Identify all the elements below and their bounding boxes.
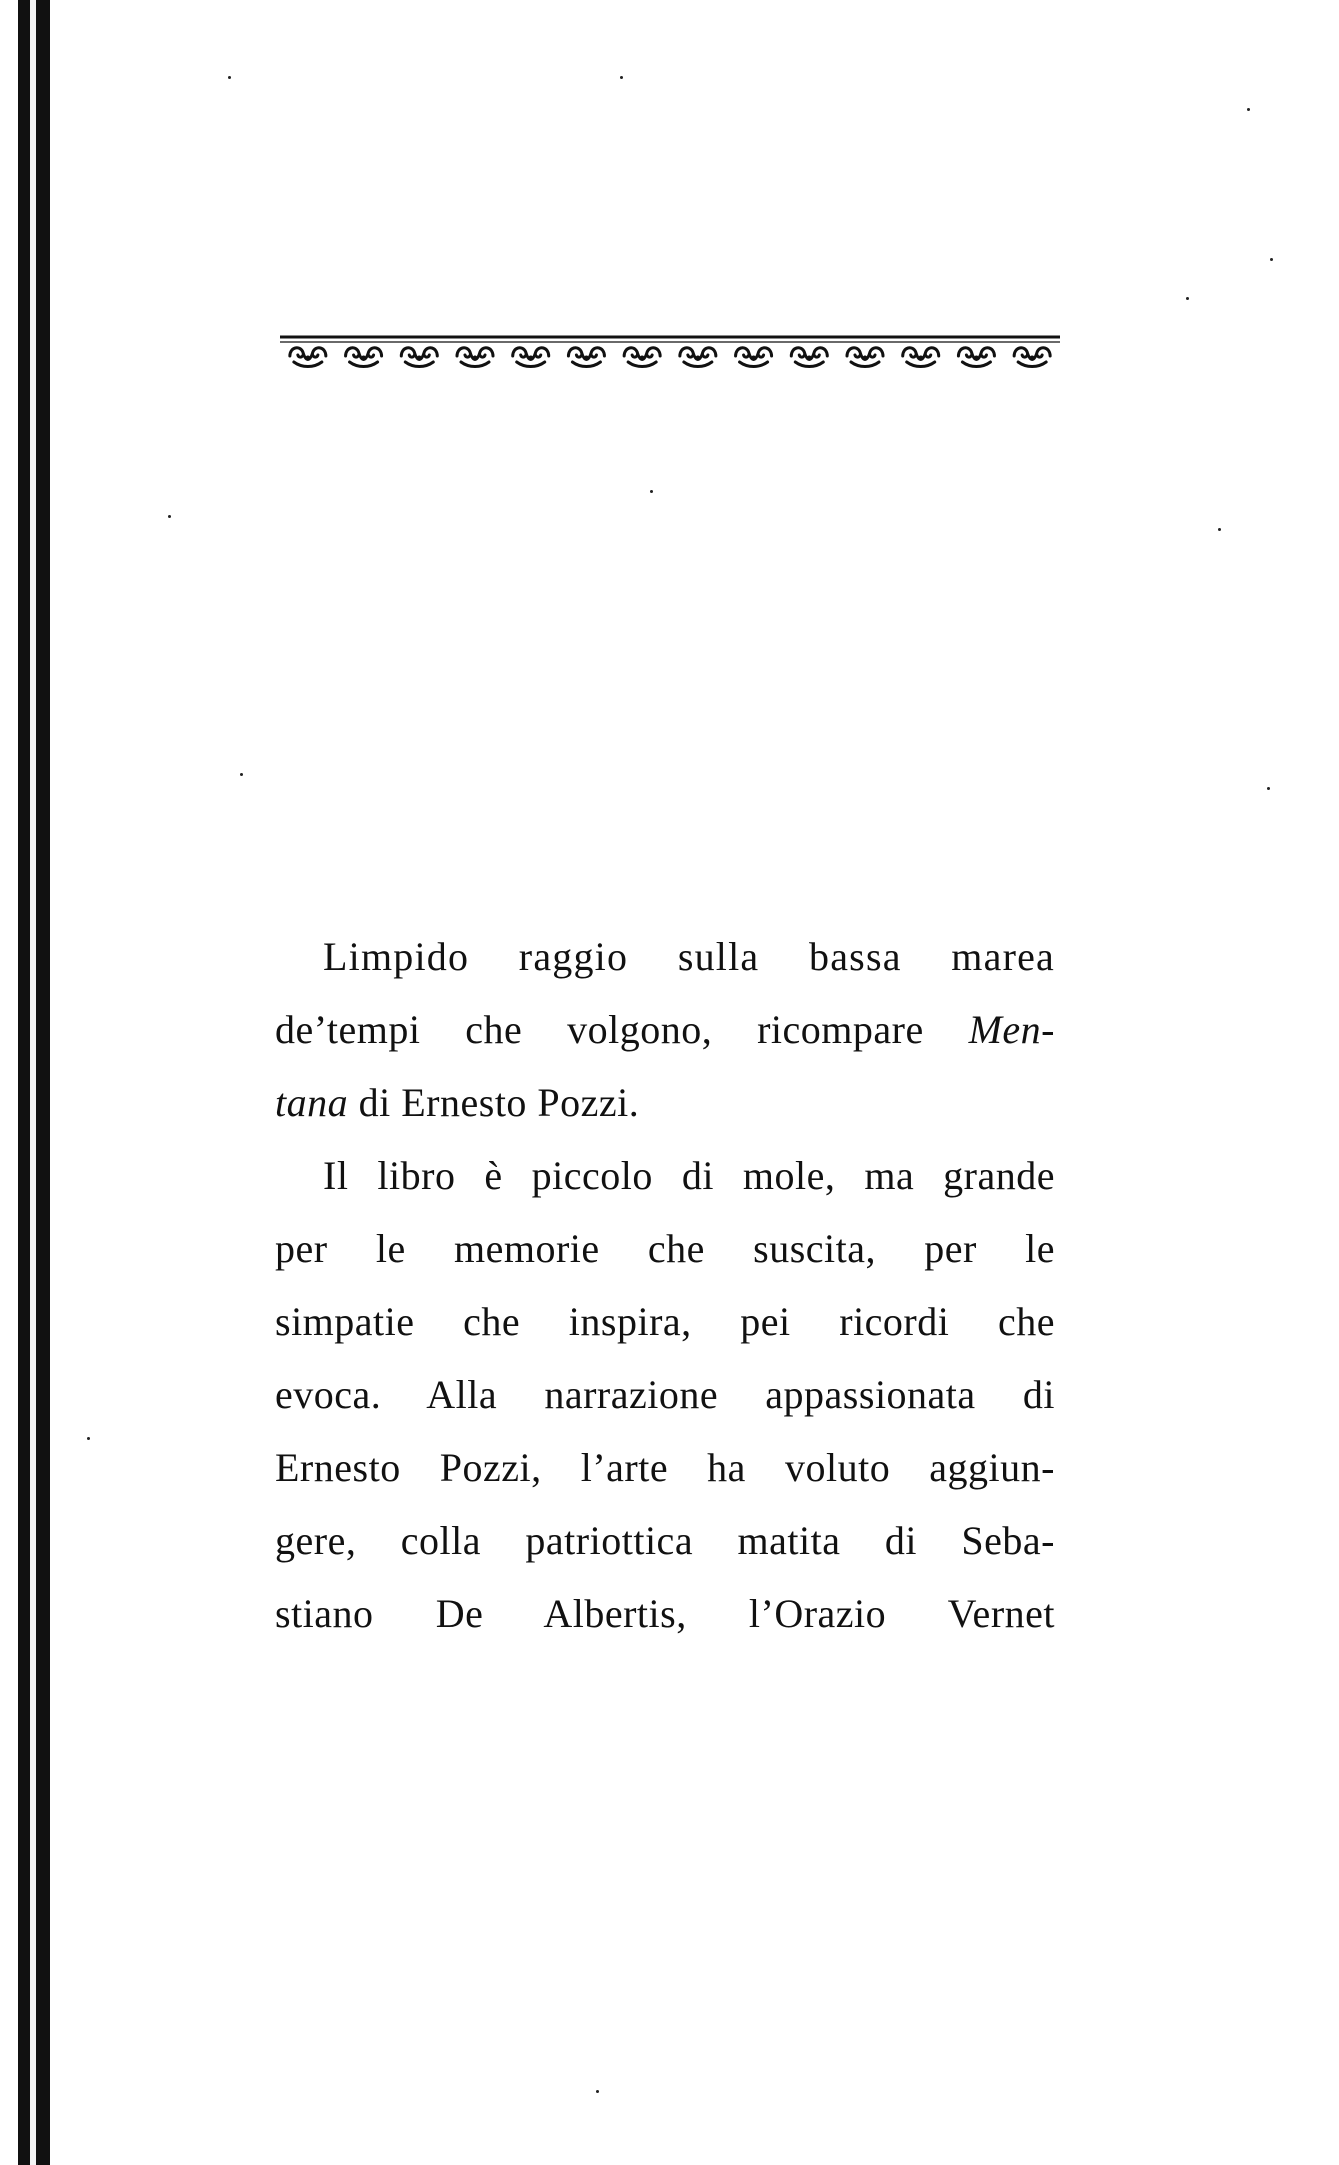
text-segment: per le memorie che suscita, per le [275,1226,1055,1271]
text-line [275,1139,1055,1212]
body-text [275,920,1055,1650]
print-speck [596,2090,599,2093]
scroll-motif [791,348,827,367]
scroll-motif [346,348,382,367]
print-speck [1247,108,1250,111]
scroll-motif [736,348,772,367]
print-speck [1186,297,1189,300]
page-binding-gap [30,0,36,2165]
text-line [275,1431,1055,1504]
print-speck [1267,787,1270,790]
floral-scroll-border-icon [280,334,1060,374]
text-line [275,1212,1055,1285]
text-segment: stiano De Albertis, l’Orazio Vernet [275,1591,1055,1636]
italic-text: tana [275,1080,349,1125]
print-speck [168,515,171,518]
text-line [275,1066,1055,1139]
scroll-motif [568,348,604,367]
print-speck [1270,258,1273,261]
scroll-motif [457,348,493,367]
text-segment: Ernesto Pozzi, l’arte ha voluto aggiun- [275,1445,1055,1490]
text-line [275,1577,1055,1650]
text-line [275,993,1055,1066]
print-speck [650,490,653,493]
scroll-motif [624,348,660,367]
scroll-motif [401,348,437,367]
scroll-motif [290,348,326,367]
text-segment: gere, colla patriottica matita di Seba- [275,1518,1055,1563]
scroll-motif [680,348,716,367]
text-segment: de’tempi che volgono, ricompare [275,1007,969,1052]
scroll-motif [958,348,994,367]
text-segment: Il libro è piccolo di mole, ma grande [323,1153,1055,1198]
print-speck [87,1437,90,1440]
text-line [275,1358,1055,1431]
scroll-motif [1014,348,1050,367]
print-speck [1218,528,1221,531]
text-segment: evoca. Alla narrazione appassionata di [275,1372,1055,1417]
text-segment: di Ernesto Pozzi. [348,1080,640,1125]
italic-text: Men- [968,1007,1055,1052]
print-speck [240,773,243,776]
text-line [275,1504,1055,1577]
print-speck [620,76,623,79]
text-segment: simpatie che inspira, pei ricordi che [275,1299,1055,1344]
scroll-motif [903,348,939,367]
text-line [275,920,1055,993]
scroll-motif [847,348,883,367]
print-speck [228,76,231,79]
text-segment: Limpido raggio sulla bassa marea [323,934,1055,979]
text-line [275,1285,1055,1358]
scroll-motif [513,348,549,367]
